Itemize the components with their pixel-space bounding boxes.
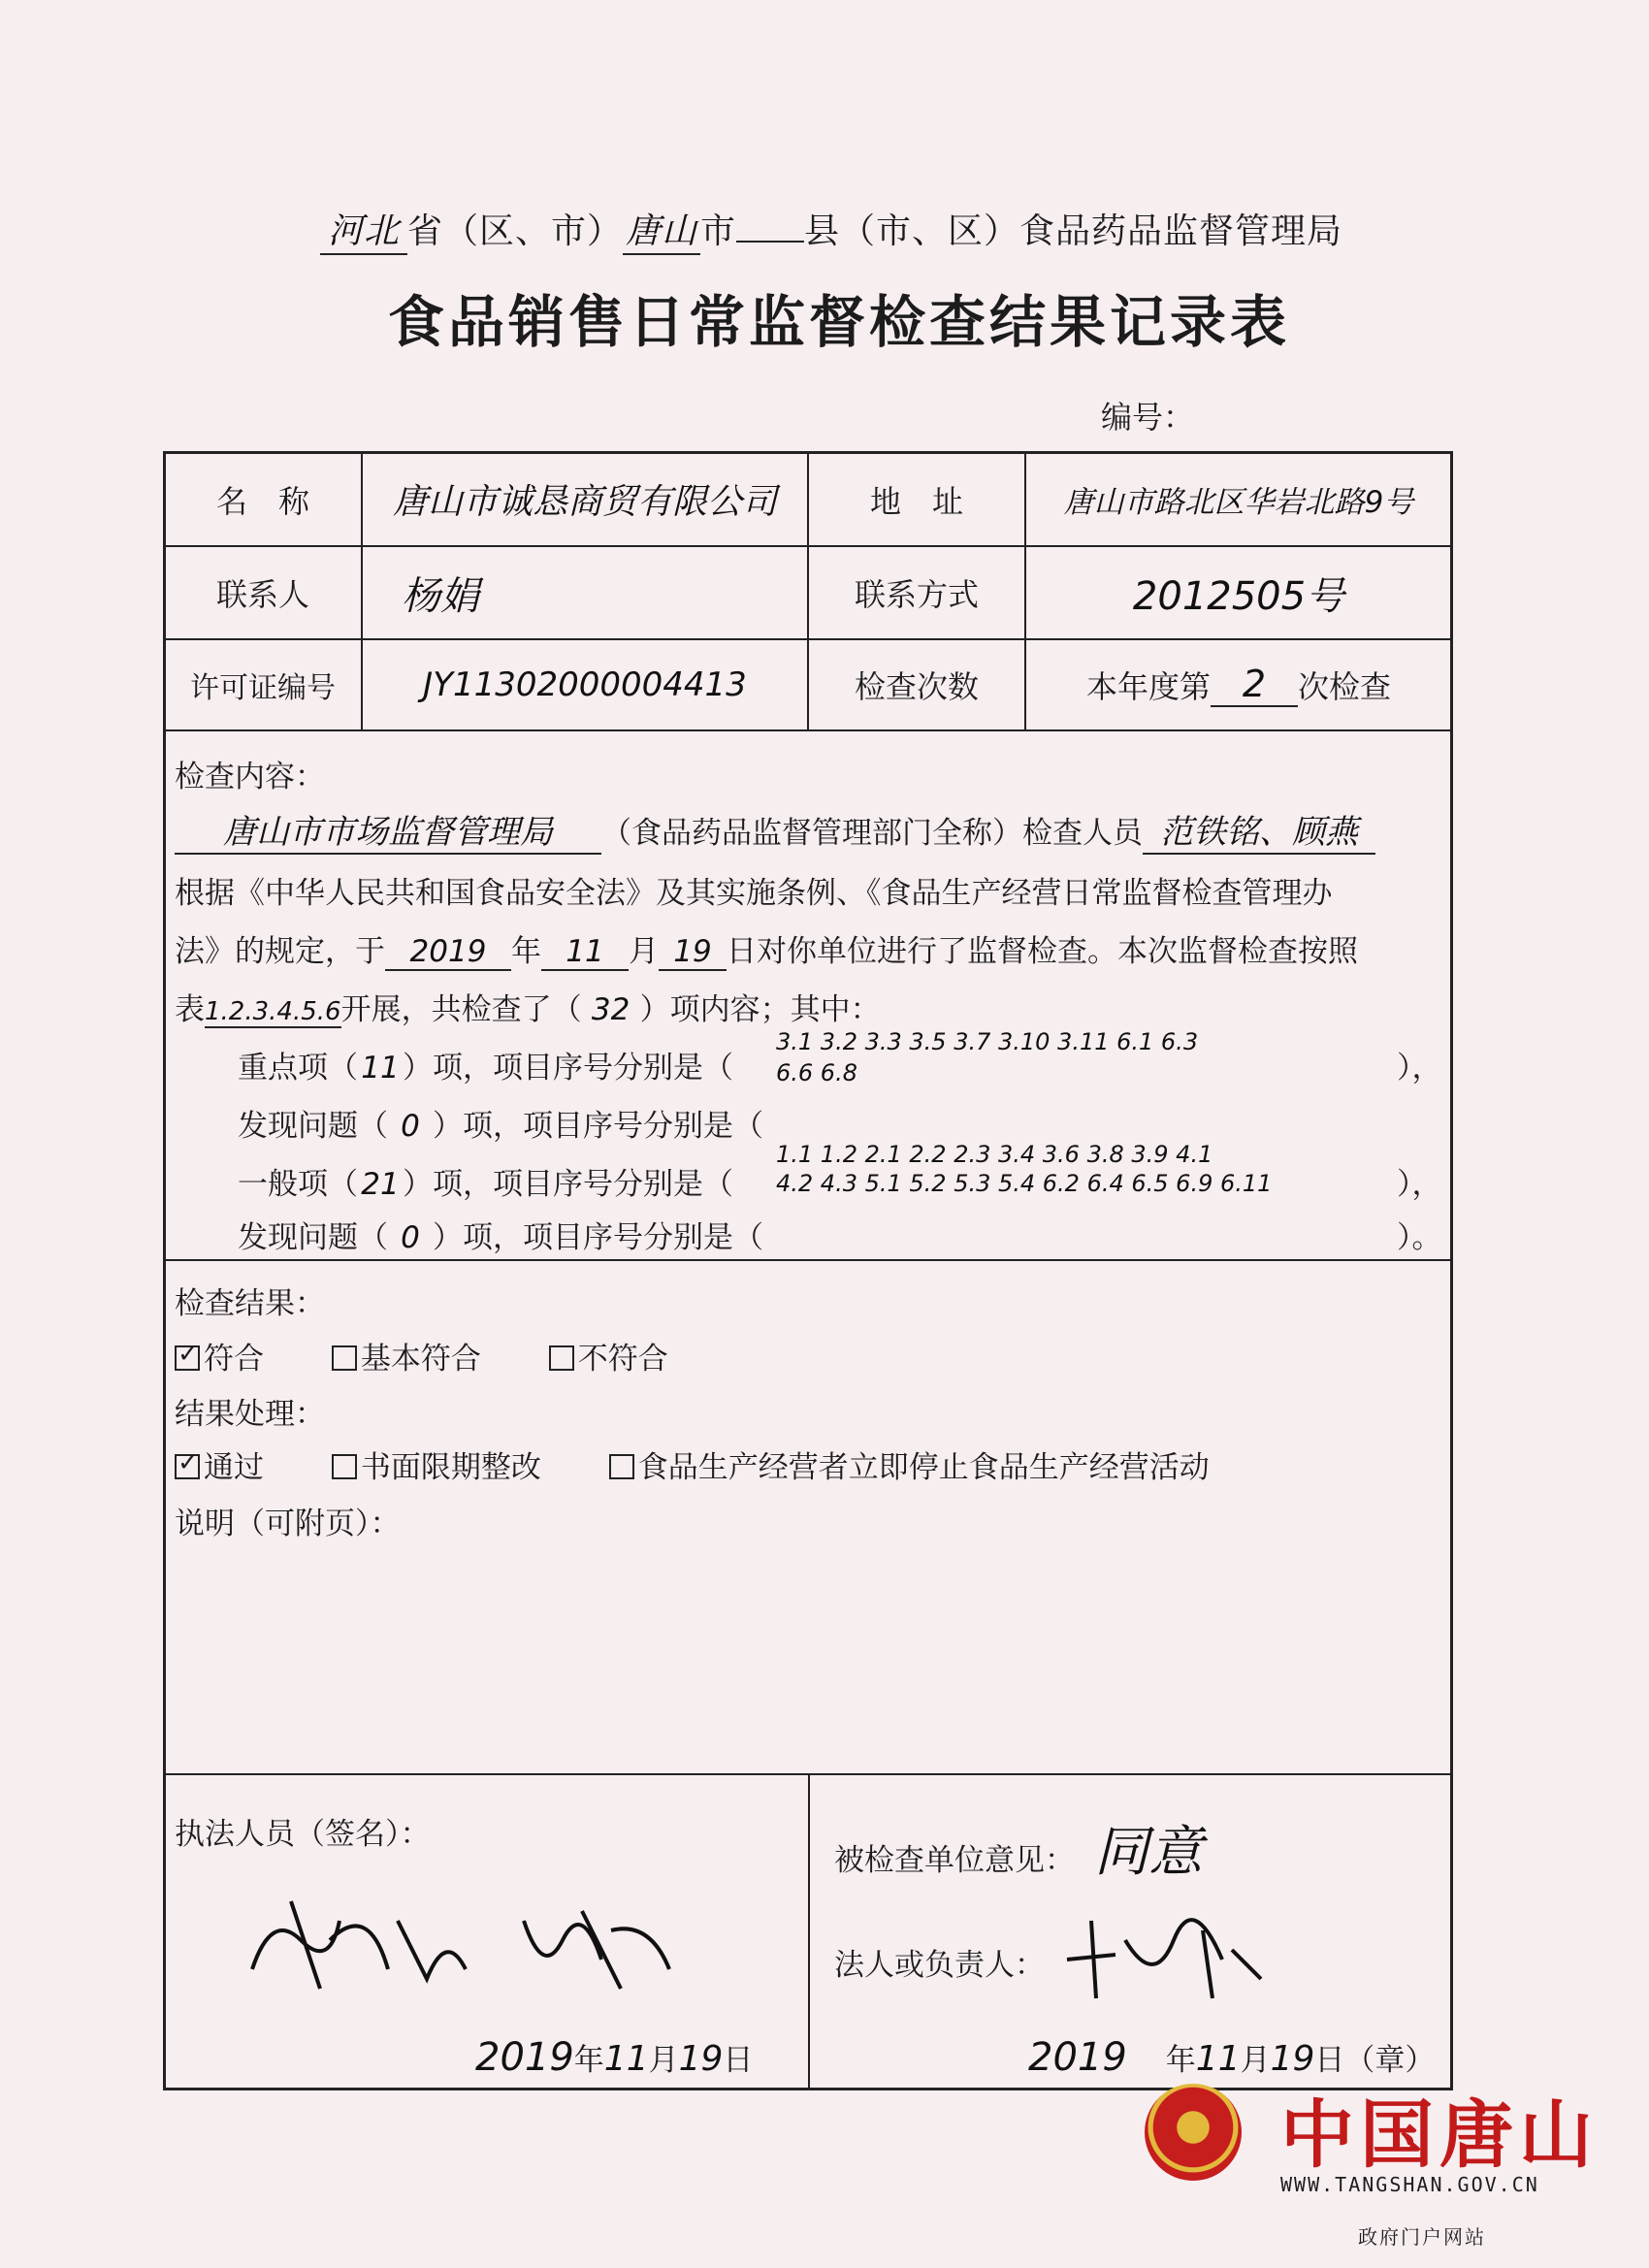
legal-person-line bbox=[834, 1940, 1045, 1984]
result-option-conform[interactable] bbox=[175, 1342, 264, 1377]
left-month: 11 bbox=[603, 2039, 649, 2079]
city-suffix: 市 bbox=[700, 211, 737, 251]
key-issue-line bbox=[238, 1101, 763, 1145]
province-suffix: 省（区、市） bbox=[407, 211, 624, 251]
key-end: ）， bbox=[1397, 1051, 1442, 1085]
key-items-list-2: 6.6 6.8 bbox=[776, 1059, 857, 1086]
key-items-line bbox=[238, 1043, 733, 1086]
handling-option-rectify[interactable] bbox=[332, 1450, 541, 1485]
gen-issue-prefix: 发现问题（ bbox=[238, 1220, 388, 1255]
basis-line-1: 根据《中华人民共和国食品安全法》及其实施条例、《食品生产经营日常监督检查管理办 bbox=[175, 876, 1333, 911]
site-brand-logo: 中国唐山 bbox=[1280, 2091, 1599, 2178]
phone-label: 联系方式 bbox=[854, 576, 979, 613]
result-options bbox=[175, 1334, 668, 1377]
license-value: JY11302000004413 bbox=[423, 665, 747, 704]
table-prefix: 表 bbox=[175, 992, 205, 1027]
handling-option-stop[interactable] bbox=[609, 1450, 1210, 1485]
gen-issue-line bbox=[238, 1213, 763, 1256]
portal-label: 政府门户网站 bbox=[1358, 2225, 1486, 2249]
serial-label: 编号： bbox=[1101, 399, 1195, 436]
national-emblem-icon bbox=[1145, 2084, 1242, 2181]
gen-end: ）， bbox=[1397, 1167, 1442, 1202]
right-month: 11 bbox=[1195, 2039, 1241, 2079]
address-label: 地 址 bbox=[869, 482, 963, 520]
opinion-line bbox=[834, 1809, 1203, 1887]
document-title: 食品销售日常监督检查结果记录表 bbox=[388, 289, 1291, 355]
table-suffix: ）项内容；其中： bbox=[639, 992, 881, 1027]
year-unit: 年 bbox=[511, 934, 541, 969]
unit-date bbox=[1028, 2035, 1435, 2080]
key-issue-count: 0 bbox=[401, 1109, 420, 1144]
result-option-basic-label: 基本符合 bbox=[360, 1342, 481, 1377]
key-issue-prefix: 发现问题（ bbox=[238, 1109, 388, 1144]
inspection-count-label: 检查次数 bbox=[854, 668, 979, 705]
dept-line bbox=[175, 805, 1375, 855]
left-month-unit: 月 bbox=[648, 2043, 679, 2078]
count-value: 2 bbox=[1211, 663, 1298, 707]
left-year-unit: 年 bbox=[573, 2043, 604, 2078]
row-divider bbox=[163, 1259, 1453, 1261]
tables-value: 1.2.3.4.5.6 bbox=[205, 997, 341, 1026]
gen-issue-mid: ）项，项目序号分别是（ bbox=[433, 1220, 763, 1255]
serial-number bbox=[1101, 393, 1194, 437]
handling-heading: 结果处理： bbox=[175, 1397, 325, 1432]
dept-value: 唐山市市场监督管理局 bbox=[175, 805, 601, 855]
contact-value: 杨娟 bbox=[402, 573, 479, 619]
left-day: 19 bbox=[678, 2039, 724, 2079]
key-count: 11 bbox=[361, 1051, 400, 1085]
key-issue-mid: ）项，项目序号分别是（ bbox=[433, 1109, 763, 1144]
right-month-unit: 月 bbox=[1240, 2043, 1271, 2078]
checkbox-checked-icon[interactable] bbox=[175, 1345, 200, 1371]
issuing-authority-line bbox=[320, 204, 1342, 255]
city-handwritten: 唐山 bbox=[623, 204, 700, 255]
result-option-nonconform[interactable] bbox=[549, 1342, 668, 1377]
right-day-unit: 日（章） bbox=[1314, 2043, 1436, 2078]
key-mid: ）项，项目序号分别是（ bbox=[403, 1051, 733, 1085]
opinion-value: 同意 bbox=[1094, 1821, 1203, 1884]
province-handwritten: 河北 bbox=[320, 204, 407, 255]
count-prefix: 本年度第 bbox=[1085, 668, 1211, 705]
handling-option-stop-label: 食品生产经营者立即停止食品生产经营活动 bbox=[637, 1450, 1210, 1485]
inspection-year: 2019 bbox=[385, 934, 511, 971]
row-divider bbox=[163, 729, 1453, 731]
left-day-unit: 日 bbox=[723, 2043, 754, 2078]
result-option-conform-label: 符合 bbox=[204, 1342, 264, 1377]
note-label: 说明（可附页）： bbox=[175, 1507, 401, 1541]
col-divider bbox=[808, 1773, 810, 2090]
opinion-label: 被检查单位意见： bbox=[834, 1843, 1075, 1878]
right-year: 2019 bbox=[1028, 2035, 1127, 2080]
checkbox-icon[interactable] bbox=[609, 1454, 634, 1479]
basis-line2-a: 法》的规定，于 bbox=[175, 934, 385, 969]
handling-option-rectify-label: 书面限期整改 bbox=[360, 1450, 541, 1485]
basis-line-2 bbox=[175, 926, 1358, 971]
basis-line-3 bbox=[175, 985, 881, 1028]
inspection-count-field bbox=[1026, 640, 1451, 729]
table-mid: 开展，共检查了（ bbox=[340, 992, 582, 1027]
result-heading: 检查结果： bbox=[175, 1286, 325, 1321]
left-year: 2019 bbox=[475, 2035, 574, 2080]
key-prefix: 重点项（ bbox=[238, 1051, 358, 1085]
checkbox-checked-icon[interactable] bbox=[175, 1454, 200, 1479]
handling-option-pass[interactable] bbox=[175, 1450, 264, 1485]
checkbox-icon[interactable] bbox=[332, 1345, 357, 1371]
checkbox-icon[interactable] bbox=[549, 1345, 574, 1371]
county-blank bbox=[736, 241, 804, 243]
legal-label: 法人或负责人： bbox=[834, 1948, 1045, 1983]
name-label: 名 称 bbox=[215, 482, 309, 520]
license-label: 许可证编号 bbox=[190, 671, 336, 705]
handling-option-pass-label: 通过 bbox=[204, 1450, 264, 1485]
handling-options bbox=[175, 1442, 1210, 1486]
right-day: 19 bbox=[1270, 2039, 1315, 2079]
dept-note: （食品药品监督管理部门全称）检查人员 bbox=[601, 816, 1143, 851]
result-option-nonconform-label: 不符合 bbox=[577, 1342, 668, 1377]
gen-prefix: 一般项（ bbox=[238, 1167, 358, 1202]
month-unit: 月 bbox=[629, 934, 659, 969]
checkbox-icon[interactable] bbox=[332, 1454, 357, 1479]
gen-issue-count: 0 bbox=[401, 1220, 420, 1255]
gen-items-list-2: 4.2 4.3 5.1 5.2 5.3 5.4 6.2 6.4 6.5 6.9 6.11 bbox=[776, 1170, 1273, 1197]
gen-mid: ）项，项目序号分别是（ bbox=[403, 1167, 733, 1202]
right-year-unit: 年 bbox=[1165, 2043, 1196, 2078]
gen-count: 21 bbox=[361, 1167, 400, 1202]
phone-value: 2012505号 bbox=[1132, 573, 1345, 619]
count-suffix: 次检查 bbox=[1298, 668, 1392, 705]
basis-line2-b: 日对你单位进行了监督检查。本次监督检查按照 bbox=[727, 934, 1358, 969]
officer-signature-label: 执法人员（签名）： bbox=[175, 1817, 431, 1852]
site-url: WWW.TANGSHAN.GOV.CN bbox=[1280, 2173, 1539, 2196]
result-option-basic[interactable] bbox=[332, 1342, 481, 1377]
content-heading: 检查内容： bbox=[175, 760, 325, 794]
total-items: 32 bbox=[591, 992, 630, 1027]
inspectors-value: 范铁铭、顾燕 bbox=[1143, 805, 1375, 855]
general-items-line bbox=[238, 1159, 733, 1203]
gen-issue-end: ）。 bbox=[1397, 1220, 1442, 1255]
legal-person-signature-image bbox=[1057, 1901, 1271, 2008]
key-items-list-1: 3.1 3.2 3.3 3.5 3.7 3.10 3.11 6.1 6.3 bbox=[776, 1028, 1199, 1055]
officer-date bbox=[475, 2035, 753, 2080]
inspection-month: 11 bbox=[541, 934, 629, 971]
gen-items-list-1: 1.1 1.2 2.1 2.2 2.3 3.4 3.6 3.8 3.9 4.1 bbox=[776, 1141, 1213, 1168]
company-name-value: 唐山市诚恳商贸有限公司 bbox=[392, 482, 777, 522]
officer-signature-image bbox=[233, 1882, 698, 2018]
contact-label: 联系人 bbox=[215, 576, 309, 613]
county-suffix: 县（市、区）食品药品监督管理局 bbox=[804, 211, 1343, 251]
address-value: 唐山市路北区华岩北路9号 bbox=[1063, 485, 1414, 520]
inspection-day: 19 bbox=[659, 934, 727, 971]
